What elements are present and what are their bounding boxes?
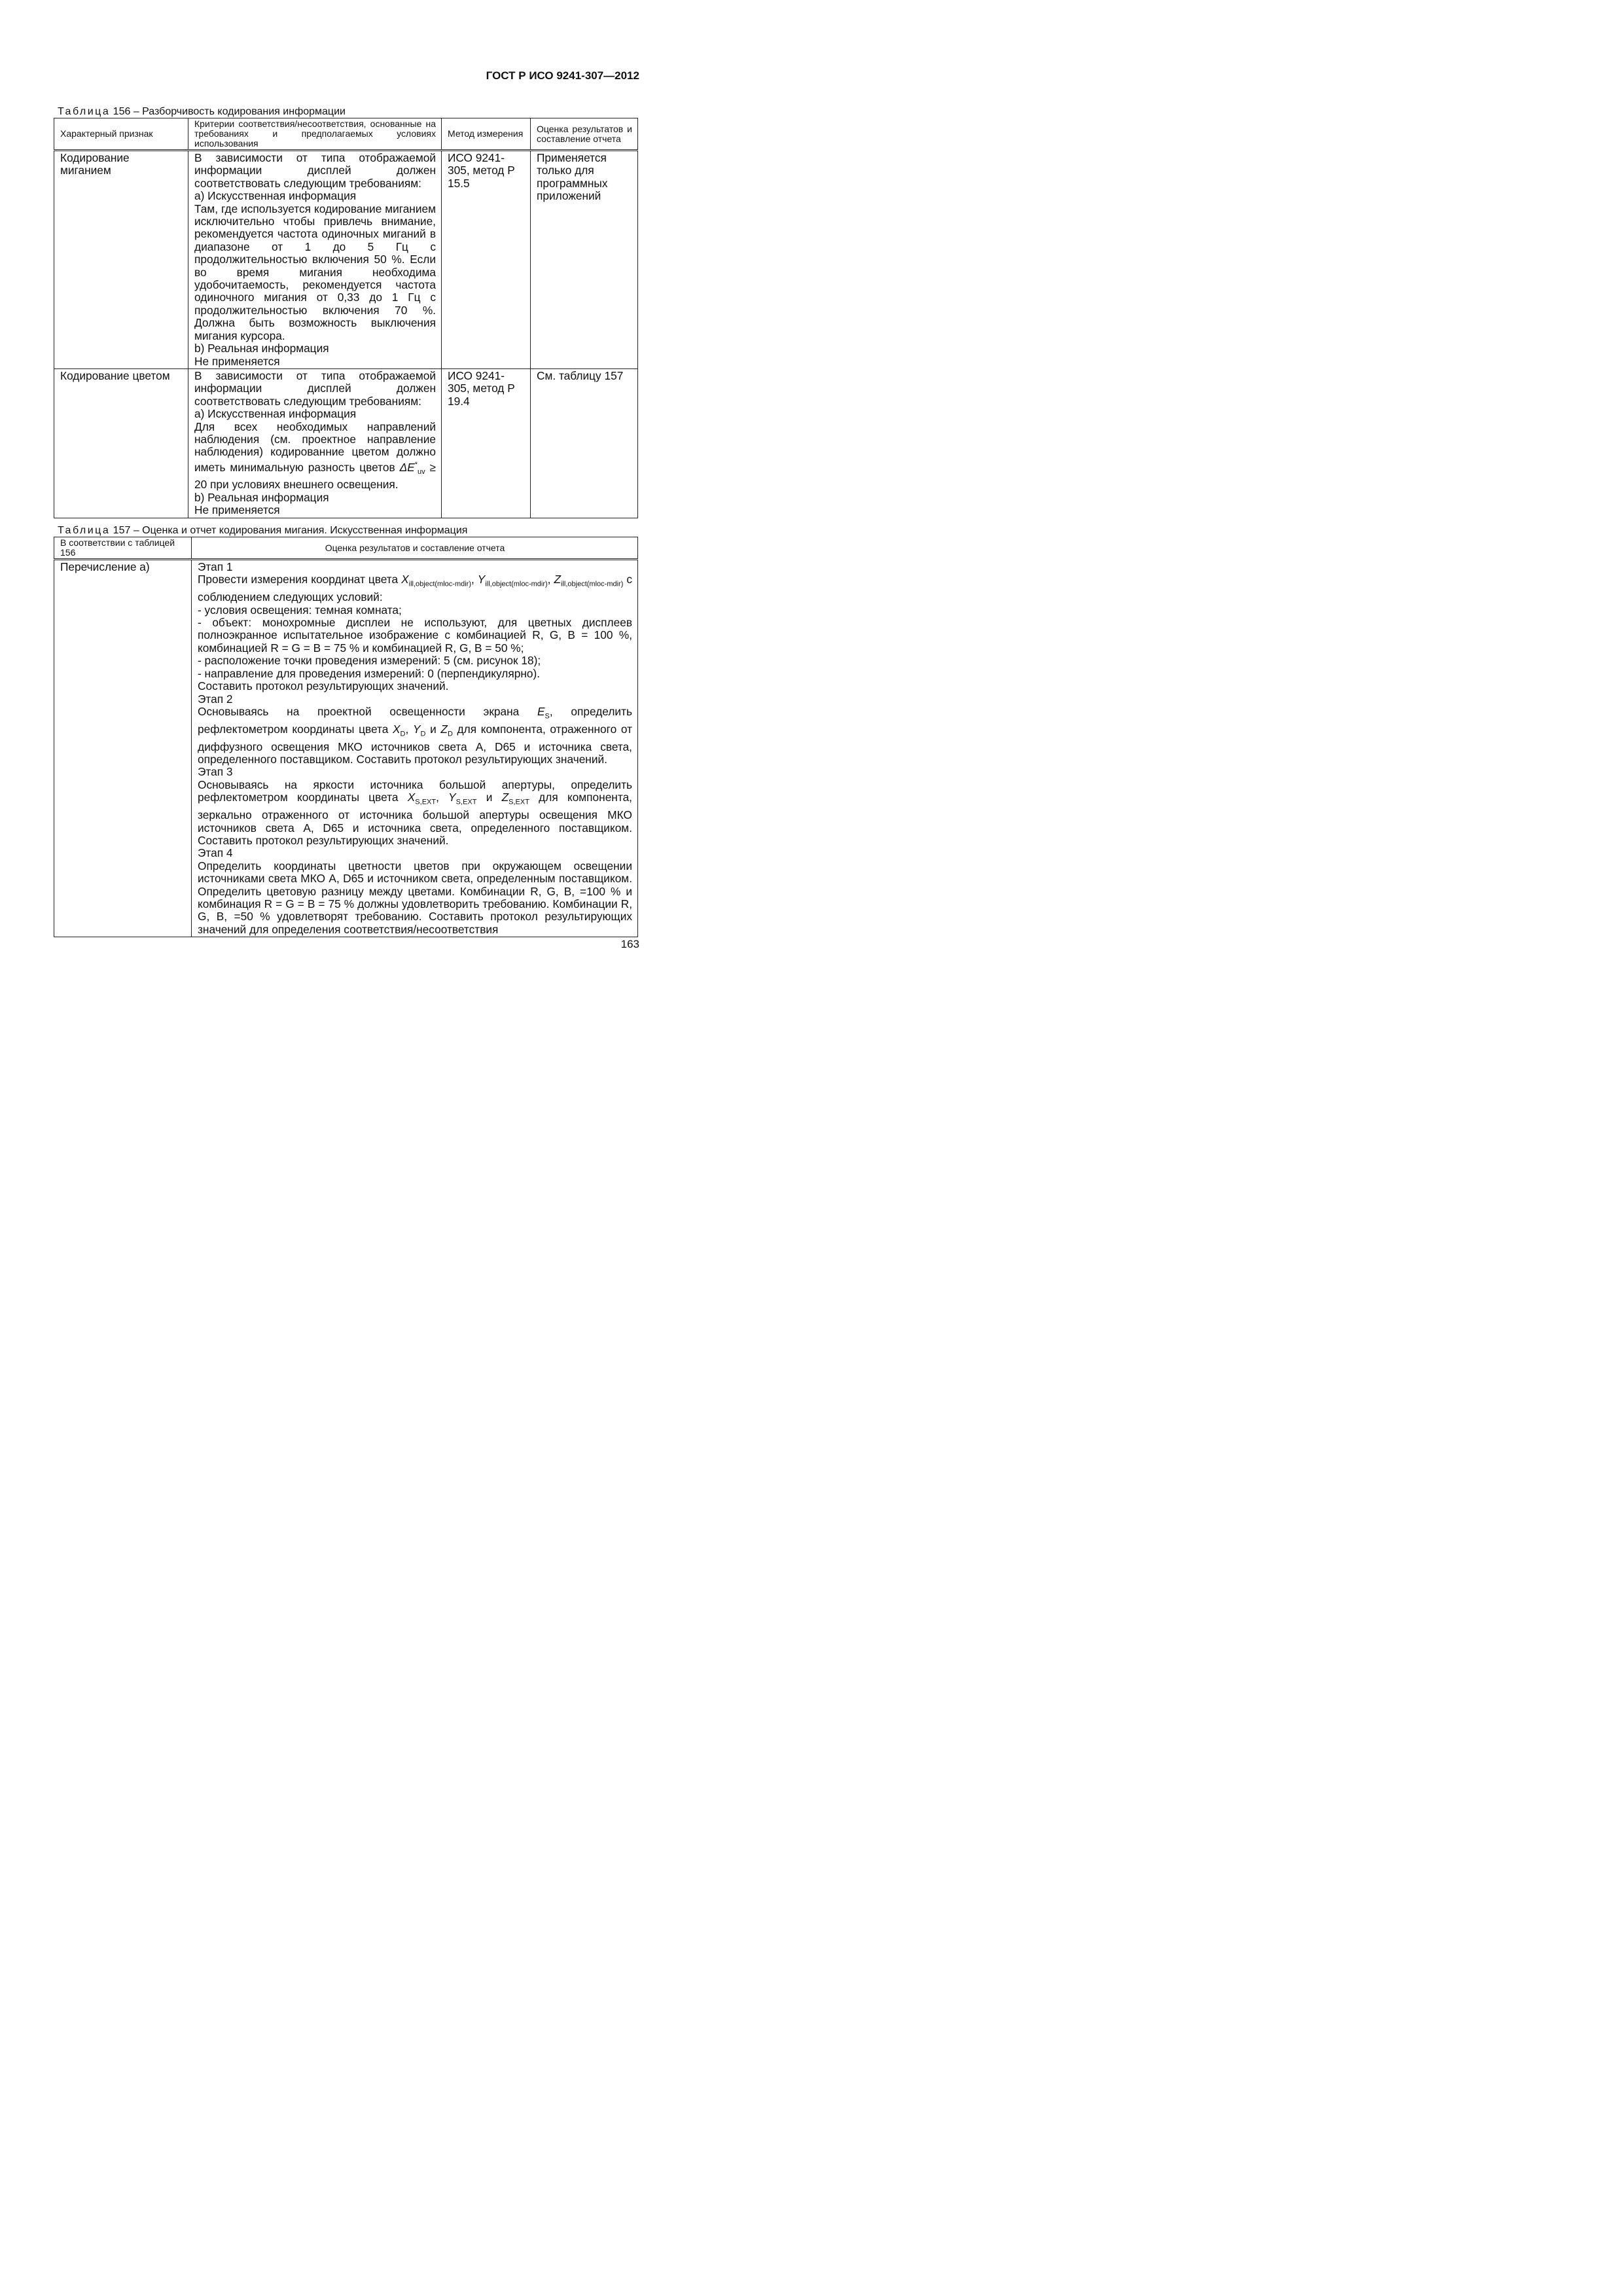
criteria-a-label: a) Искусственная информация [194,189,357,203]
procedure-cell [192,560,638,937]
feature-cell: Кодирование цветом [54,368,188,518]
step-1-line: - расположение точки проведения измерений: 5 (см. рисунок 18); [198,654,541,668]
step-1-line: - объект: монохромные дисплеи не используют, для цветных дисплеев полноэкранное испытательное изображение с комбинацией R, G, B = 100 %, комбинацией R = G = B = 75 % и комбинацией R, G, B = 50 %; [198,616,632,655]
table-156 [54,118,638,518]
step-1-line: - условия освещения: темная комната; [198,603,402,617]
criteria-a-text: Там, где используется кодирование миганием исключительно чтобы привлечь внимание, рекомендуется частота одиночных миганий в диапазоне от 1 до 5 Гц с продолжительностью включения 50 %. Если во время мигания необходима удобочитаемость, рекомендуется частота одиночного мигания от 0,33 до 1 Гц с продолжительностью включения 70 %. Должна быть возможность выключения мигания курсора. [194,202,436,342]
header-evaluation: Оценка результатов и составление отчета [531,118,638,151]
step-2-title: Этап 2 [198,692,233,706]
step-3-text: Основываясь на яркости источника большой апертуры, определить рефлектометром координаты цвета $X_{S,EXT}$, $Y_{S,EXT}$ и $Z_{S,EXT}$ для компонента, зеркально отраженного от источника большой апертуры освещения МКО источников света A, D65 и источника света, определенного поставщиком. Составить протокол результирующих значений. [198,778,632,847]
method-cell: ИСО 9241-305, метод Р 19.4 [442,368,531,518]
step-1-intro: Провести измерения координат цвета $X_{ill,object(mloc-mdir)}$, $Y_{ill,object(mloc-mdir)}$, $Z_{ill,object(mloc-mdir)}$ с соблюдением следующих условий: [198,573,633,604]
criteria-intro: В зависимости от типа отображаемой информации дисплей должен соответствовать следующим требованиям: [194,368,436,408]
table-row [54,560,638,937]
caption-label: Таблица [58,525,111,536]
caption-text: 156 – Разборчивость кодирования информации [110,106,346,117]
table-header-row [54,118,638,151]
document-standard-header: ГОСТ Р ИСО 9241-307—2012 [486,69,639,82]
feature-cell: Кодирование миганием [54,151,188,369]
step-1-line: - направление для проведения измерений: 0 (перпендикулярно). [198,666,541,680]
evaluation-cell: Применяется только для программных приложений [531,151,638,369]
delta-e-symbol: ΔE [399,460,415,474]
criteria-b-text: Не применяется [194,354,280,368]
header-feature: Характерный признак [54,118,188,151]
table-157 [54,537,638,937]
header-evaluation: Оценка результатов и составление отчета [192,537,638,560]
table-156-caption [58,106,346,118]
caption-label: Таблица [58,106,111,117]
table-row [54,368,638,518]
criteria-intro: В зависимости от типа отображаемой информации дисплей должен соответствовать следующим требованиям: [194,151,436,190]
criteria-b-label: b) Реальная информация [194,342,329,355]
table-157-caption [58,525,467,537]
criteria-cell [188,151,442,369]
step-4-title: Этап 4 [198,846,233,860]
step-1-line: Составить протокол результирующих значений. [198,679,449,693]
step-2-text: Основываясь на проектной освещенности экрана $E_S$, определить рефлектометром координаты цвета $X_D$, $Y_D$ и $Z_D$ для компонента, отраженного от диффузного освещения МКО источников света A, D65 и источника света, определенного поставщиком. Составить протокол результирующих значений. [198,704,632,766]
table-header-row [54,537,638,560]
step-1-title: Этап 1 [198,560,233,573]
page-number: 163 [620,938,639,950]
criteria-a-text: Для всех необходимых направлений наблюдения (см. проектное направление наблюдения) кодированние цветом должно иметь минимальную разность цветов $\Delta E^*_{uv} \ge 20$ при условиях внешнего освещения. [194,420,436,492]
criteria-a-label: a) Искусственная информация [194,407,357,421]
criteria-b-label: b) Реальная информация [194,490,329,504]
criteria-b-text: Не применяется [194,503,280,517]
header-criteria: Критерии соответствия/несоответствия, основанные на требованиях и предполагаемых условиях использования [188,118,442,151]
step-3-title: Этап 3 [198,765,233,779]
criteria-cell [188,368,442,518]
evaluation-cell: См. таблицу 157 [531,368,638,518]
table-row [54,151,638,369]
caption-text: 157 – Оценка и отчет кодирования мигания. Искусственная информация [110,525,468,536]
method-cell: ИСО 9241-305, метод Р 15.5 [442,151,531,369]
header-reference: В соответствии с таблицей 156 [54,537,192,560]
header-method: Метод измерения [442,118,531,151]
row-label: Перечисление а) [54,560,192,937]
step-4-text: Определить координаты цветности цветов при окружающем освещении источниками света МКО А, D65 и источником света, определенным поставщиком. Определить цветовую разницу между цветами. Комбинации R, G, B, =100 % и комбинация R = G = B = 75 % должны удовлетворить требованию. Комбинации R, G, B, =50 % удовлетворят требованию. Составить протокол результирующих значений для определения соответствия/несоответствия [198,859,632,936]
